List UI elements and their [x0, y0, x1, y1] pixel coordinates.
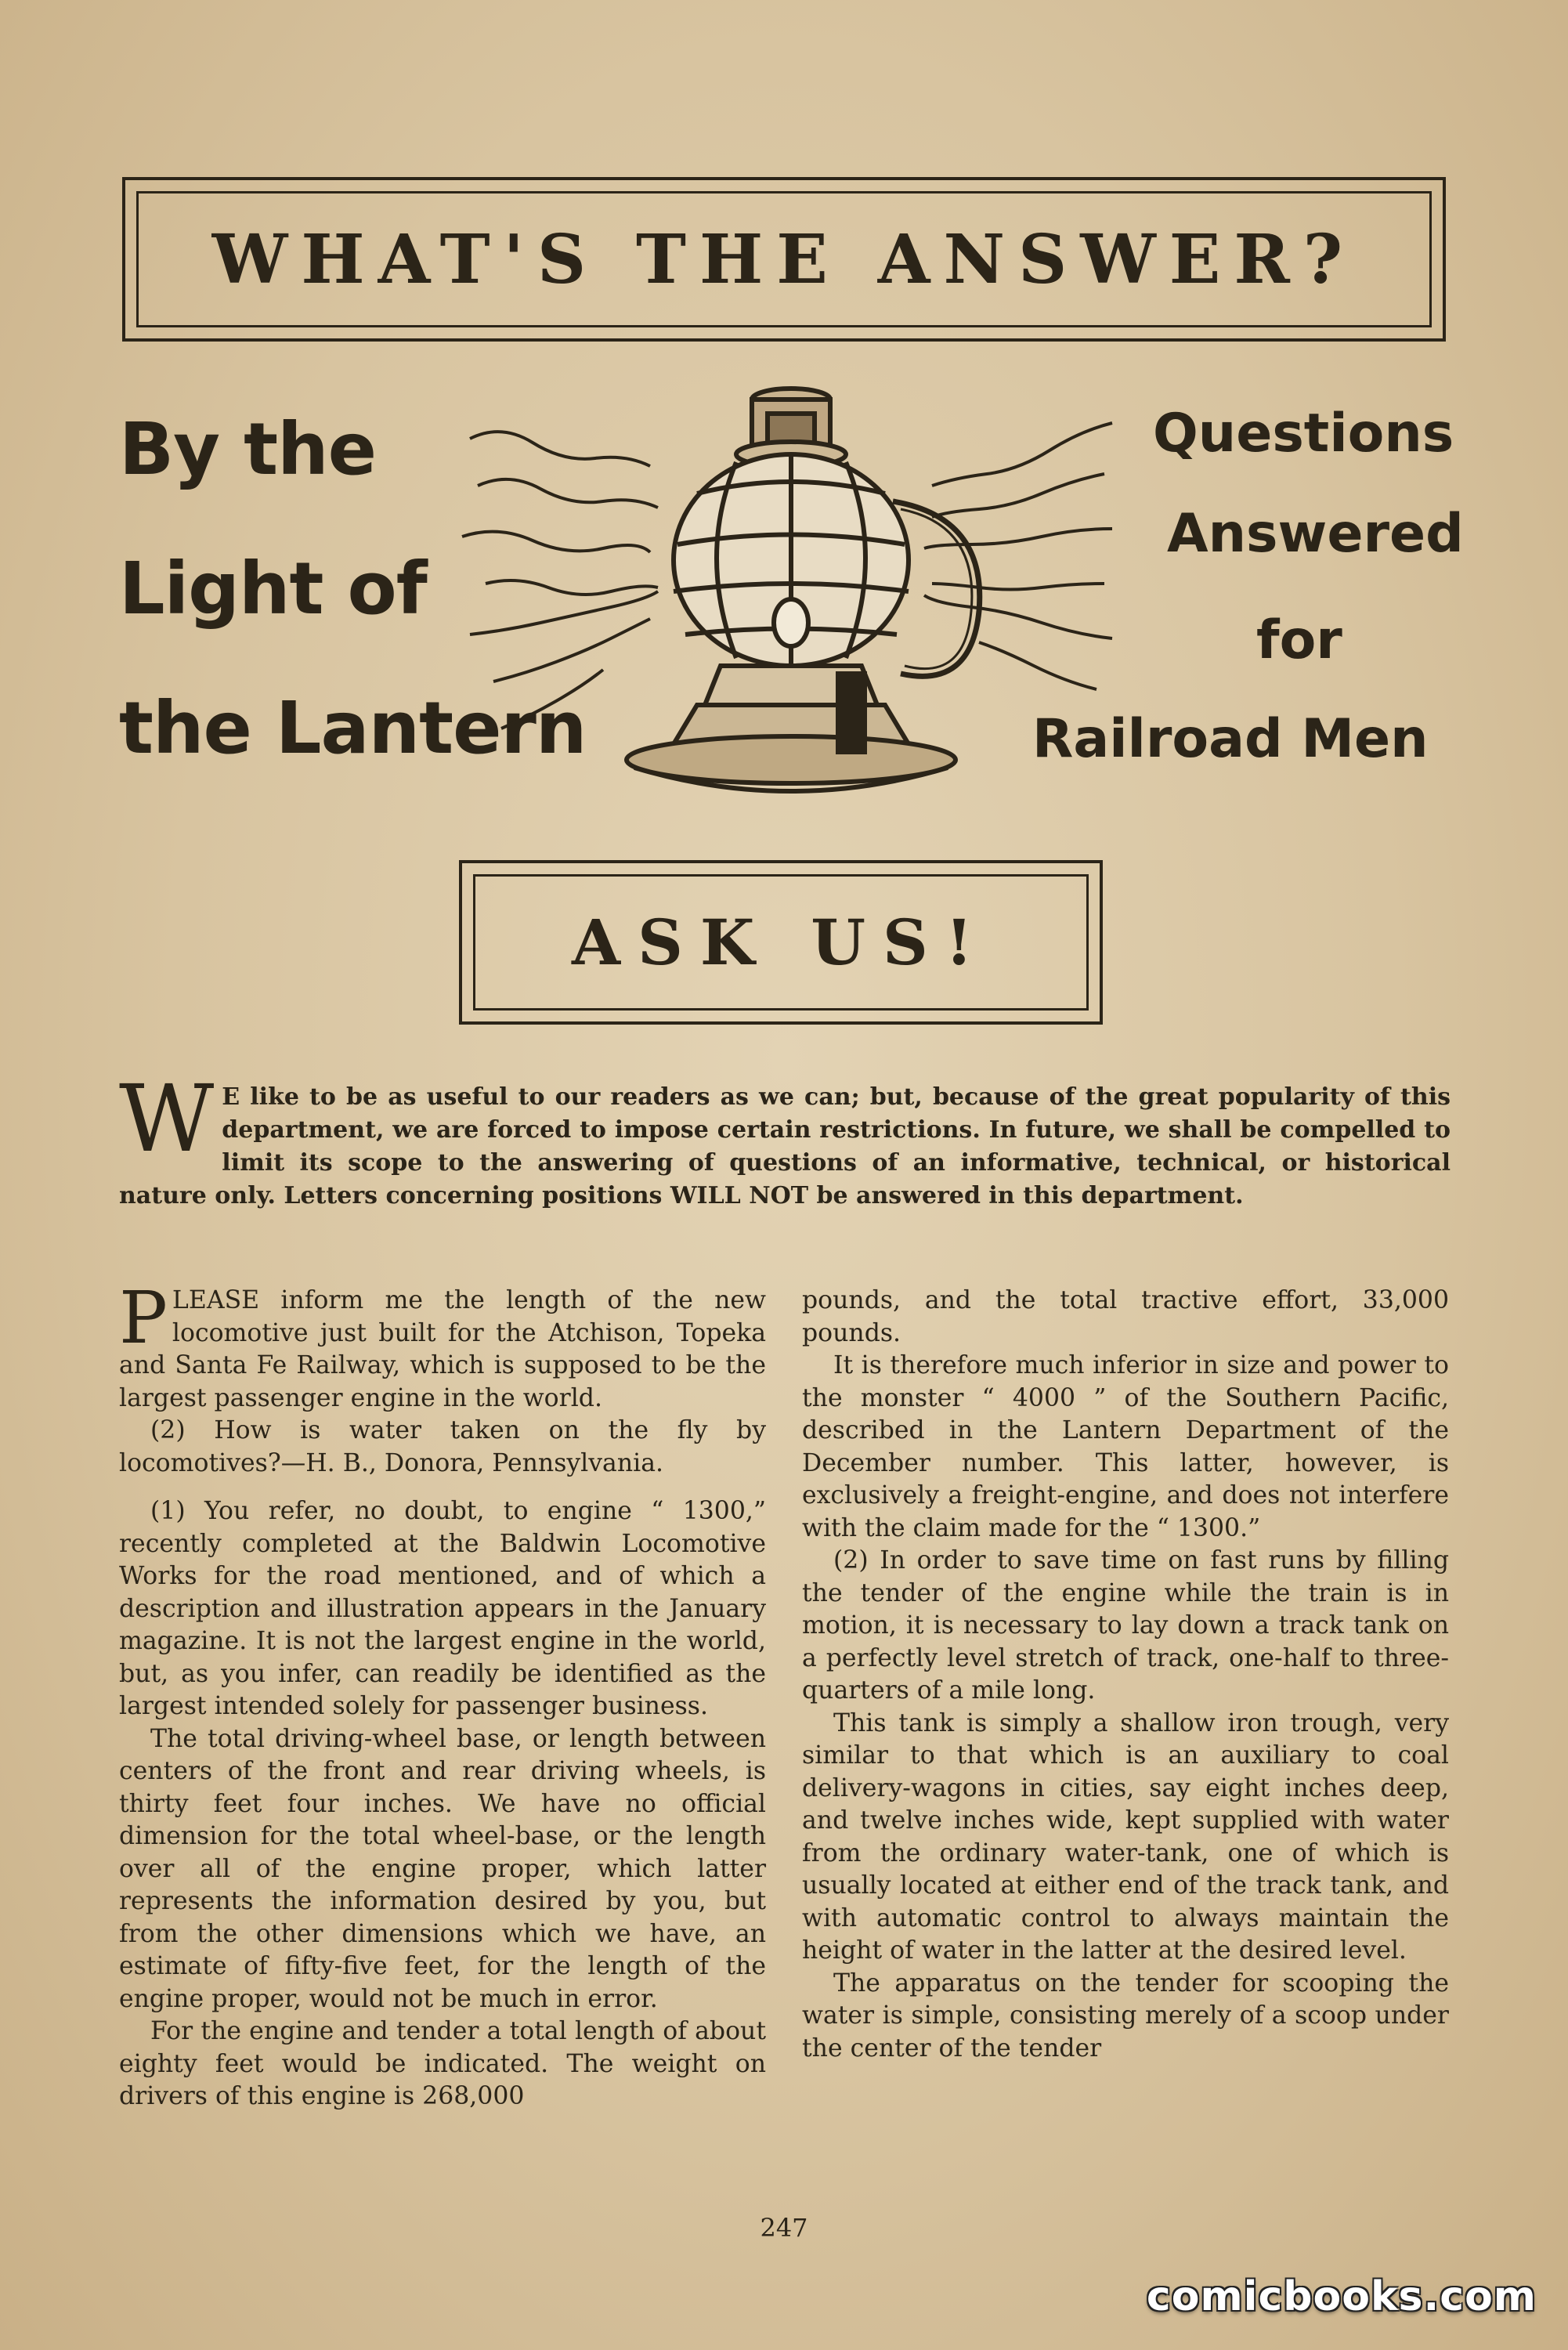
answer-paragraph-3: For the engine and tender a total length of about eighty feet would be indicated. The weight on drivers of this engine is 268,000 — [119, 2017, 766, 2110]
ask-us-frame — [459, 860, 1103, 1025]
right-paragraph-5: The apparatus on the tender for scooping the water is simple, consisting merely of a scoop under the center of the tender — [802, 1969, 1449, 2063]
right-column — [802, 1285, 1449, 2065]
right-paragraph-4: This tank is simply a shallow iron trough, very similar to that which is an auxiliary to coal delivery-wagons in cities, say eight inches deep, and twelve inches wide, kept supplied with water from the ordinary water-tank, one of which is usually located at either end of the track tank, and with automatic control to always maintain the height of water in the latter at the desired level. — [802, 1708, 1449, 1965]
answer-paragraph-2: The total driving-wheel base, or length between centers of the front and rear driving wheels, is thirty feet four inches. We have no official dimension for the total wheel-base, or the length over all of the engine proper, which latter represents the information desired by you, but from the other dimensions which we have, an estimate of fifty-five feet, for the length of the engine proper, would not be much in error. — [119, 1724, 766, 2013]
banner-left-line-3: the Lantern — [119, 686, 587, 770]
answer-paragraph-1: (1) You refer, no doubt, to engine “ 1300,” recently completed at the Baldwin Locomotive Works for the road mentioned, and of which a description and illustration appears in the January magazine. It is not the largest engine in the world, but, as you infer, can readily be identified as the largest intended solely for passenger business. — [119, 1497, 766, 1720]
page-title: WHAT'S THE ANSWER? — [136, 191, 1432, 327]
ask-us-label: ASK US! — [473, 874, 1089, 1010]
intro-emphasis: Letters concerning positions WILL NOT be answered in this department. — [275, 1182, 1244, 1209]
left-column — [119, 1276, 766, 2113]
page-number: 247 — [760, 2213, 808, 2243]
intro-dropcap: W — [119, 1065, 215, 1173]
question-dropcap: P — [119, 1276, 168, 1360]
banner-right-line-3: for — [1256, 609, 1342, 671]
banner-right-line-4: Railroad Men — [1032, 708, 1429, 770]
banner-left-line-2: Light of — [119, 547, 427, 631]
banner-right-line-2: Answered — [1167, 503, 1464, 565]
right-paragraph-3: (2) In order to save time on fast runs by filling the tender of the engine while the train is in motion, it is necessary to lay down a track tank on a perfectly level stretch of track, one-half to three-quarters of a mile long. — [802, 1546, 1449, 1705]
banner-right-line-1: Questions — [1153, 403, 1454, 465]
light-rays-left — [462, 432, 658, 728]
light-rays-right — [924, 423, 1112, 689]
headline-frame — [122, 177, 1446, 342]
question-1 — [119, 1276, 766, 1415]
intro-text: E like to be as useful to our readers as we can; but, because of the great popularity of this department, we are forced to impose certain restrictions. In future, we shall be compelled to limit its scope to the answering of questions of an informative, technical, or historical nature only. — [119, 1083, 1451, 1209]
question-1-text: LEASE inform me the length of the new locomotive just built for the Atchison, Topeka and Santa Fe Railway, which is supposed to be the largest passenger engine in the world. — [119, 1286, 766, 1412]
lantern-icon — [439, 376, 1143, 815]
right-paragraph-2: It is therefore much inferior in size and power to the monster “ 4000 ” of the Southern Pacific, described in the Lantern Department of the December number. This latter, however, is exclusively a freight-engine, and does not interfere with the claim made for the “ 1300.” — [802, 1351, 1449, 1542]
question-2: (2) How is water taken on the fly by locomotives?—H. B., Donora, Pennsylvania. — [119, 1416, 766, 1477]
intro-notice — [119, 1065, 1451, 1213]
right-paragraph-1: pounds, and the total tractive effort, 33,000 pounds. — [802, 1286, 1449, 1347]
watermark: comicbooks.com — [1146, 2273, 1537, 2320]
banner-left-line-1: By the — [119, 407, 376, 491]
